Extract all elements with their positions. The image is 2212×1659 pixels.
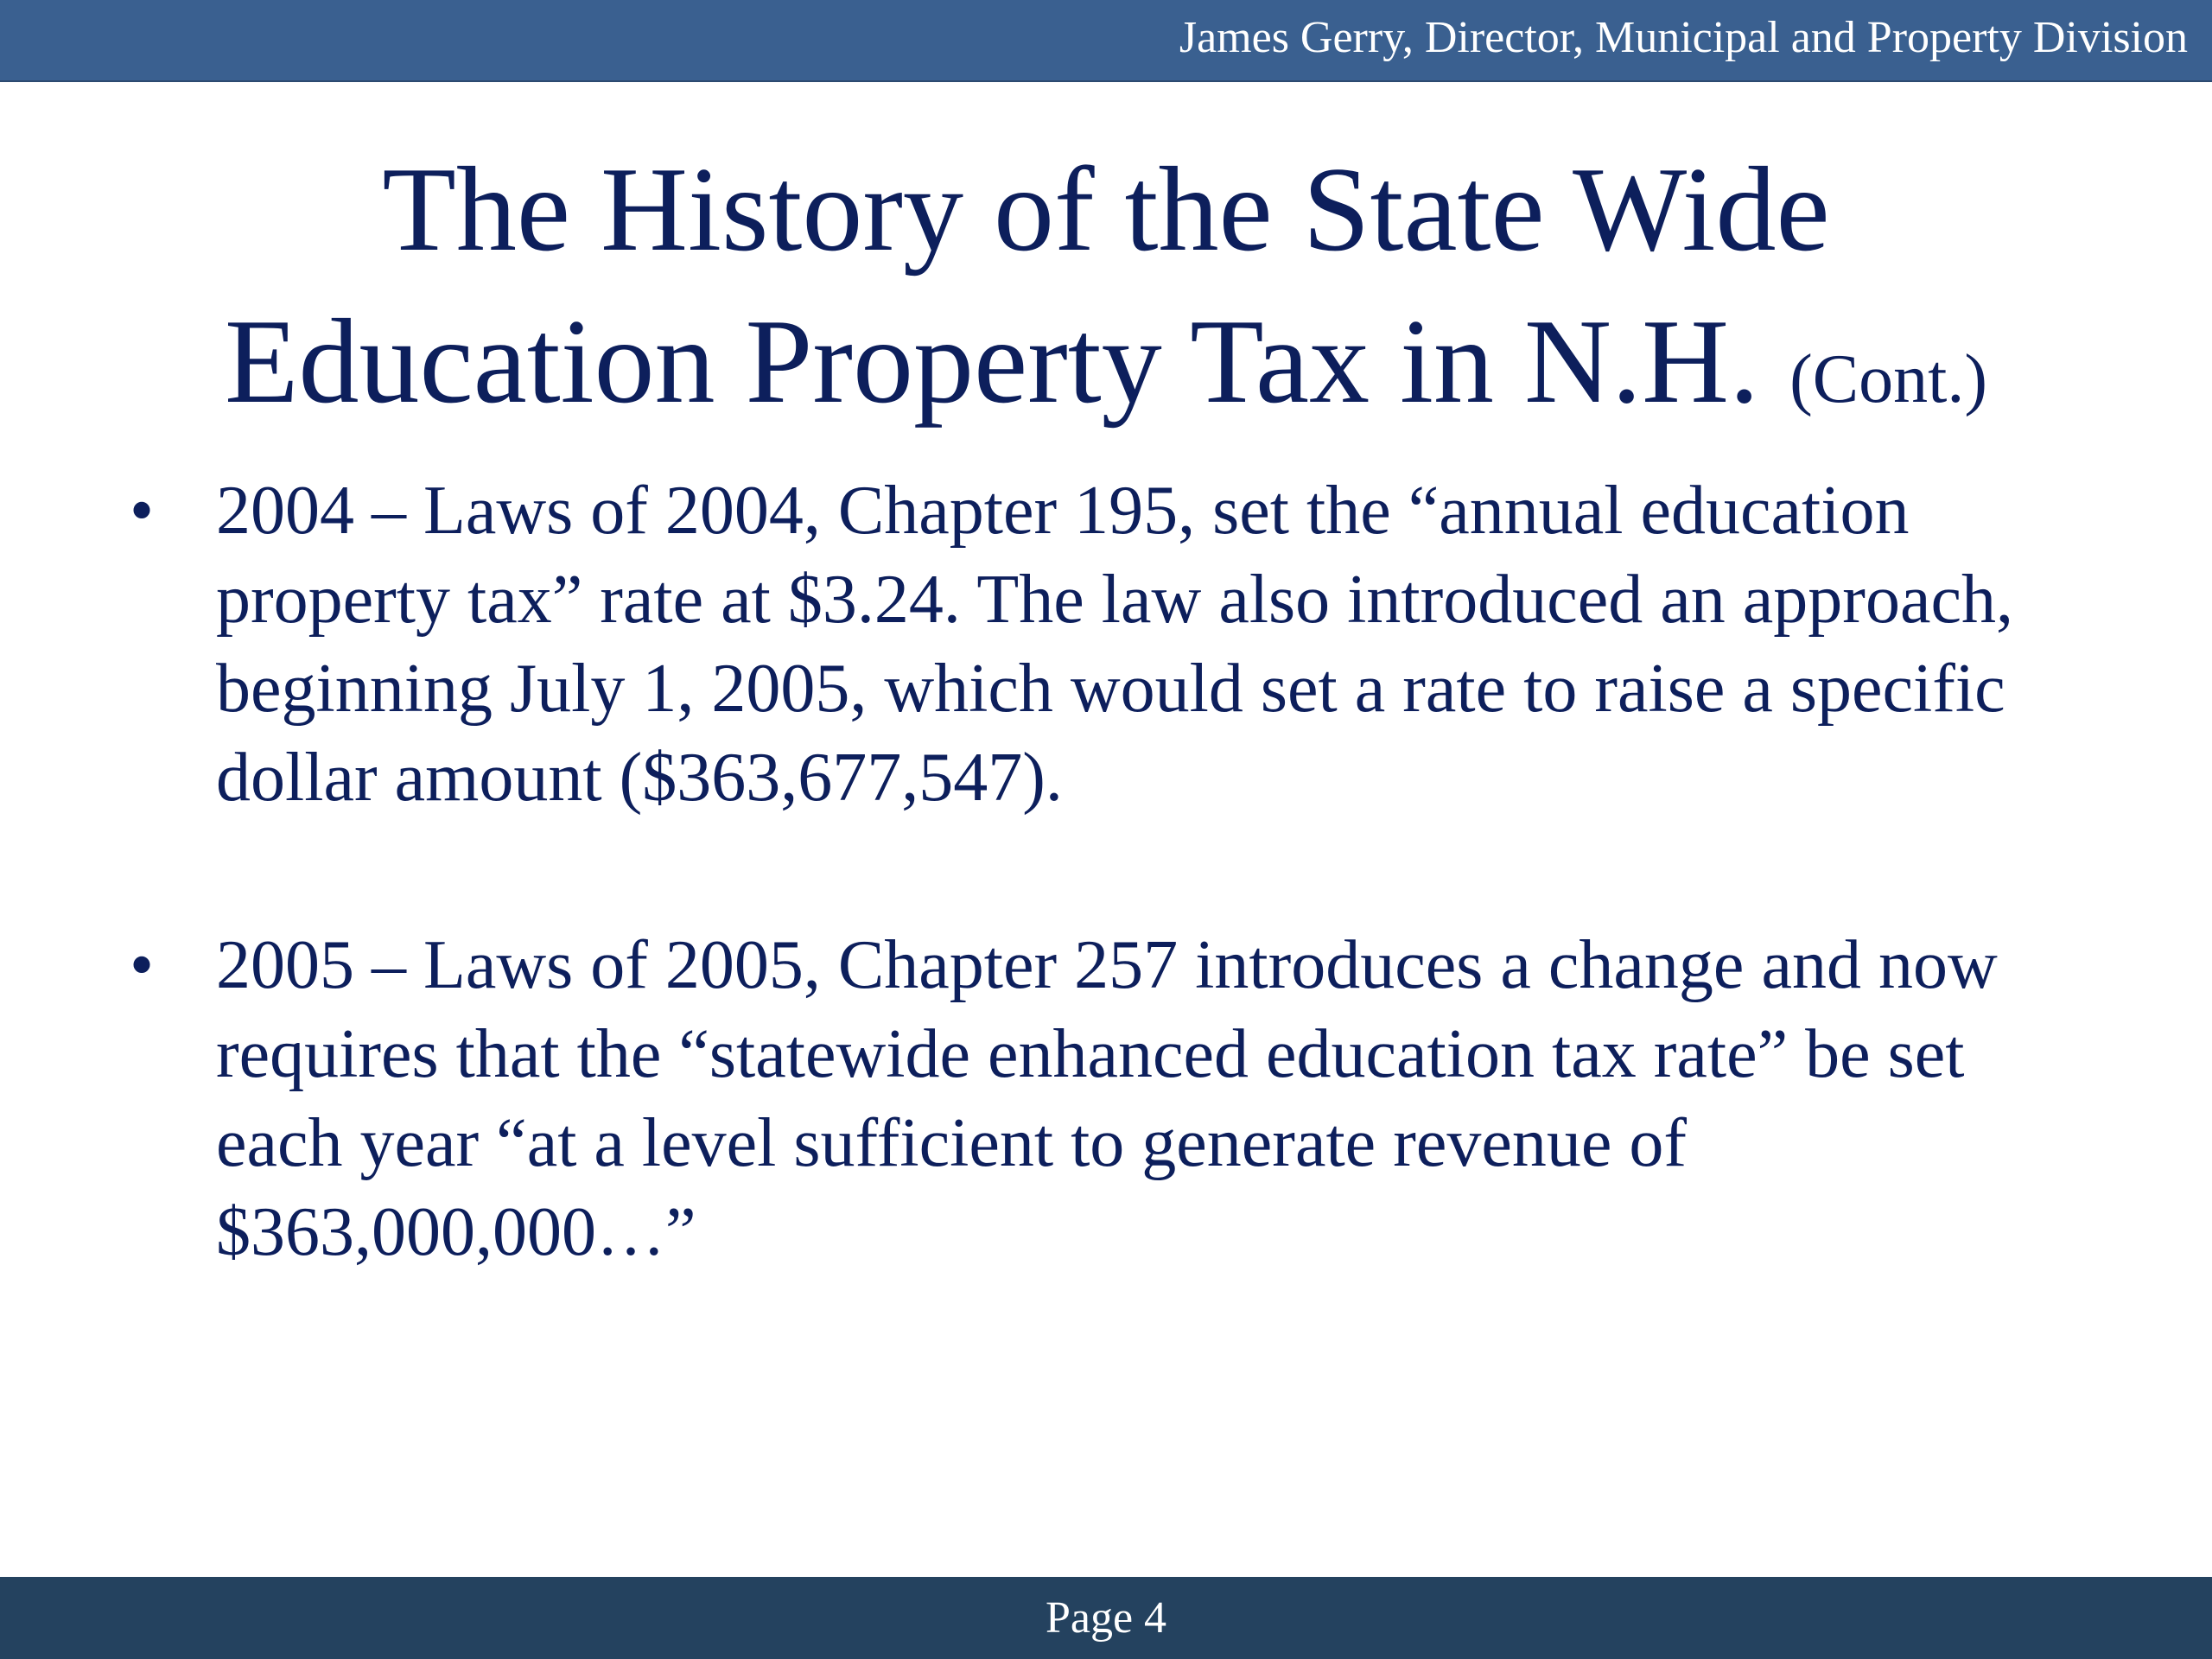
header-bar — [0, 0, 2212, 82]
title-suffix: (Cont.) — [1789, 341, 1988, 417]
title-line-1: The History of the State Wide — [382, 143, 1830, 276]
bullet-marker: • — [130, 473, 155, 549]
bullet-item-2005 — [130, 921, 2100, 1277]
presenter-credit: James Gerry, Director, Municipal and Property Division — [1179, 13, 2188, 62]
bullet-text: 2004 – Laws of 2004, Chapter 195, set the “annual education property tax” rate at $3.24. The law also introduced an approach, beginning July 1, 2005, which would set a rate to raise a specific dollar amount ($363,677,547). — [216, 473, 2013, 816]
bullet-list — [130, 467, 2100, 1376]
bullet-text: 2005 – Laws of 2005, Chapter 257 introduces a change and now requires that the “statewide enhanced education tax rate” be set each year “at a level sufficient to generate revenue of $363,000,000…” — [216, 927, 1998, 1270]
footer-bar — [0, 1577, 2212, 1659]
page-number: Page 4 — [1045, 1593, 1167, 1643]
bullet-marker: • — [130, 927, 155, 1003]
title-line-2: Education Property Tax in N.H. — [224, 295, 1760, 429]
bullet-item-2004 — [130, 467, 2100, 823]
slide-title — [0, 134, 2212, 455]
